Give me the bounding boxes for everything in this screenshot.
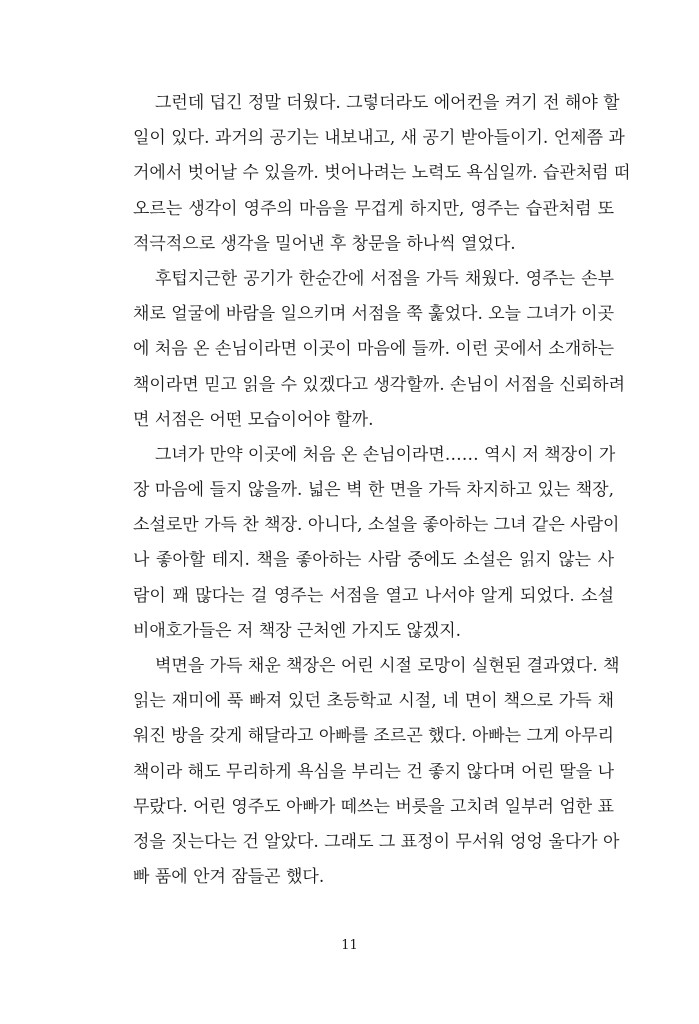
text-line: 람이 꽤 많다는 걸 영주는 서점을 열고 나서야 알게 되었다. 소설 bbox=[133, 585, 614, 606]
text-line: 면 서점은 어떤 모습이어야 할까. bbox=[133, 409, 374, 430]
page-body bbox=[133, 86, 631, 895]
paragraph bbox=[133, 438, 620, 649]
text-line: 정을 짓는다는 건 알았다. 그래도 그 표정이 무서워 엉엉 울다가 아 bbox=[133, 831, 620, 852]
text-line: 나 좋아할 테지. 책을 좋아하는 사람 중에도 소설은 읽지 않는 사 bbox=[133, 550, 614, 571]
text-line: 후텁지근한 공기가 한순간에 서점을 가득 채웠다. 영주는 손부 bbox=[155, 268, 614, 289]
text-line: 일이 있다. 과거의 공기는 내보내고, 새 공기 받아들이기. 언제쯤 과 bbox=[133, 128, 625, 149]
text-line: 거에서 벗어날 수 있을까. 벗어나려는 노력도 욕심일까. 습관처럼 떠 bbox=[133, 163, 631, 184]
text-line: 적극적으로 생각을 밀어낸 후 창문을 하나씩 열었다. bbox=[133, 233, 516, 254]
page-number: 11 bbox=[341, 938, 358, 953]
text-line: 그런데 덥긴 정말 더웠다. 그렇더라도 에어컨을 켜기 전 해야 할 bbox=[155, 93, 620, 113]
text-line: 장 마음에 들지 않을까. 넓은 벽 한 면을 가득 차지하고 있는 책장, bbox=[133, 480, 614, 501]
text-line: 워진 방을 갖게 해달라고 아빠를 조르곤 했다. 아빠는 그게 아무리 bbox=[133, 726, 615, 747]
text-line: 채로 얼굴에 바람을 일으키며 서점을 쭉 훑었다. 오늘 그녀가 이곳 bbox=[133, 304, 615, 325]
text-line: 읽는 재미에 푹 빠져 있던 초등학교 시절, 네 면이 책으로 가득 채 bbox=[133, 691, 614, 712]
text-line: 무랐다. 어린 영주도 아빠가 떼쓰는 버릇을 고치려 일부러 엄한 표 bbox=[133, 796, 615, 817]
paragraph bbox=[133, 649, 620, 895]
text-line: 그녀가 만약 이곳에 처음 온 손님이라면…… 역시 저 책장이 가 bbox=[155, 444, 616, 465]
text-line: 벽면을 가득 채운 책장은 어린 시절 로망이 실현된 결과였다. 책 bbox=[155, 656, 620, 676]
text-line: 비애호가들은 저 책장 근처엔 가지도 않겠지. bbox=[133, 620, 462, 641]
text-line: 오르는 생각이 영주의 마음을 무겁게 하지만, 영주는 습관처럼 또 bbox=[133, 198, 614, 219]
text-line: 책이라 해도 무리하게 욕심을 부리는 건 좋지 않다며 어린 딸을 나 bbox=[133, 761, 615, 782]
paragraph bbox=[133, 262, 626, 438]
paragraph bbox=[133, 86, 631, 262]
text-line: 책이라면 믿고 읽을 수 있겠다고 생각할까. 손님이 서점을 신뢰하려 bbox=[133, 374, 626, 395]
text-line: 소설로만 가득 찬 책장. 아니다, 소설을 좋아하는 그녀 같은 사람이 bbox=[133, 515, 620, 536]
text-line: 에 처음 온 손님이라면 이곳이 마음에 들까. 이런 곳에서 소개하는 bbox=[133, 339, 615, 360]
text-line: 빠 품에 안겨 잠들곤 했다. bbox=[133, 867, 325, 888]
